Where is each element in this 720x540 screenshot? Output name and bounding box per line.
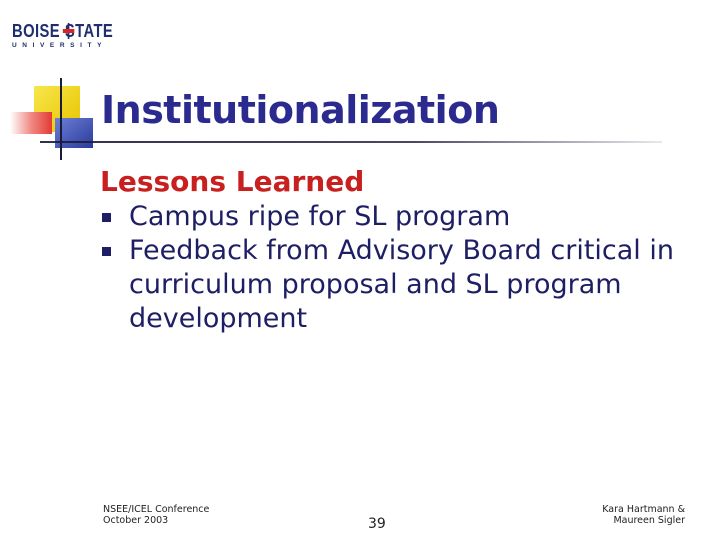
footer-conference [103, 504, 209, 526]
bullet-text: Feedback from Advisory Board critical in curriculum proposal and SL program development [129, 235, 674, 334]
footer-author-2: Maureen Sigler [613, 515, 685, 526]
title-decoration [0, 0, 720, 170]
logo-text-university: UNIVERSITY [12, 42, 108, 49]
footer-conference-date: October 2003 [103, 515, 169, 526]
square-bullet-icon [102, 247, 111, 256]
footer-conference-name: NSEE/ICEL Conference [103, 504, 210, 515]
logo-text-state: STATE [64, 20, 114, 41]
footer-author-1: Kara Hartmann & [602, 504, 685, 515]
bullet-item [100, 234, 710, 336]
bullet-item [100, 200, 710, 234]
square-bullet-icon [102, 213, 111, 222]
subheading: Lessons Learned [100, 165, 365, 198]
logo-text-boise: BOISE [12, 20, 60, 41]
page-number: 39 [368, 516, 386, 532]
deco-vertical-line [60, 78, 62, 160]
deco-red-bar [10, 112, 52, 134]
footer-authors [602, 504, 685, 526]
bullet-text: Campus ripe for SL program [129, 201, 511, 232]
bullet-list [100, 200, 710, 336]
slide-title: Institutionalization [101, 88, 500, 132]
slide-content [100, 164, 710, 336]
deco-horizontal-line [40, 141, 662, 143]
